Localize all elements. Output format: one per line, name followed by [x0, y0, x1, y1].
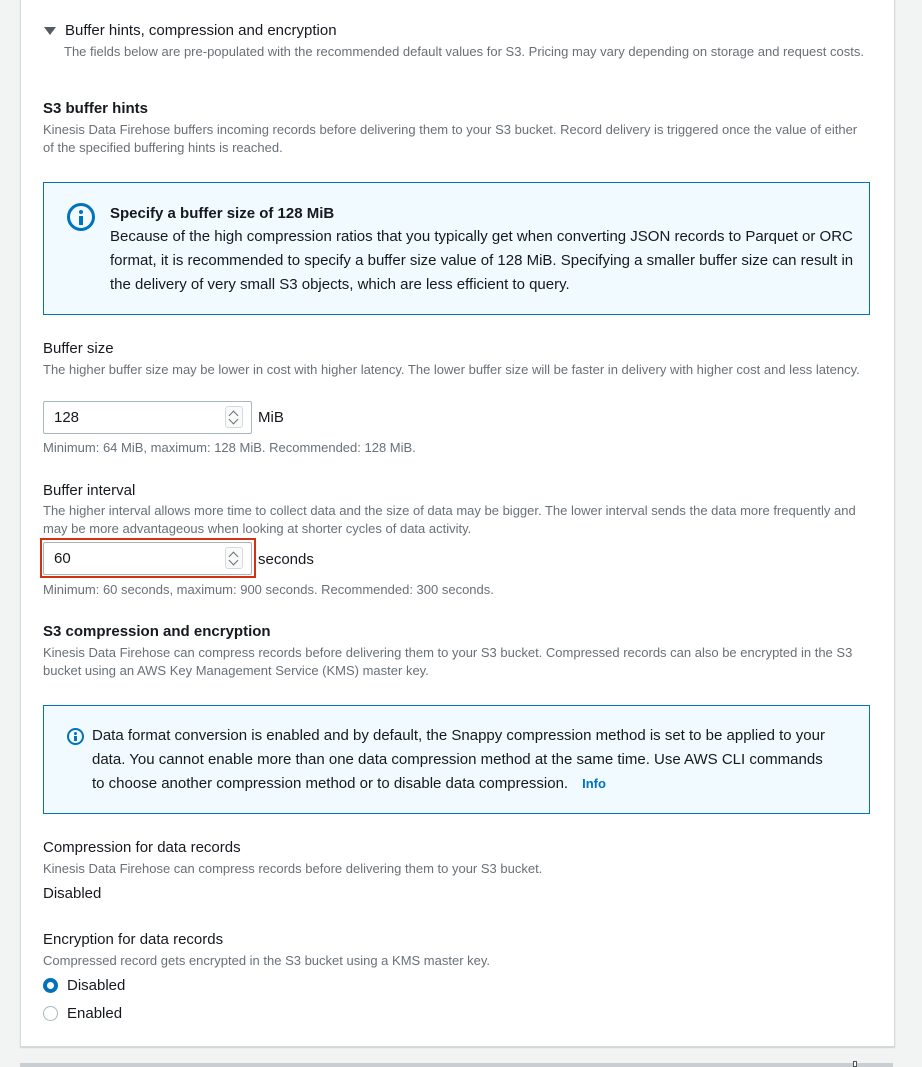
format-alert-body: Data format conversion is enabled and by default, the Snappy compression method is set to be applied to your data. You cannot enable more than one data compression method at the same time. Use AWS CLI commands to choose another compression method or to disable data compression.	[92, 727, 825, 792]
encryption-radio-disabled[interactable]	[43, 978, 58, 993]
caret-down-icon	[44, 27, 56, 35]
scrollbar-marker	[853, 1061, 857, 1067]
buffer-size-unit: MiB	[258, 409, 284, 426]
buffer-size-constraint: Minimum: 64 MiB, maximum: 128 MiB. Recommended: 128 MiB.	[43, 440, 416, 455]
format-alert-text	[92, 724, 837, 796]
compression-description: Kinesis Data Firehose can compress records before delivering them to your S3 bucket.	[43, 861, 543, 876]
encryption-option-enabled-label[interactable]: Enabled	[67, 1005, 123, 1022]
section-toggle-label: Buffer hints, compression and encryption	[65, 22, 337, 39]
buffer-interval-unit: seconds	[258, 551, 314, 568]
encryption-label: Encryption for data records	[43, 931, 224, 948]
info-icon	[67, 203, 95, 231]
compression-label: Compression for data records	[43, 839, 241, 856]
format-conversion-alert	[43, 705, 870, 814]
buffer-interval-constraint: Minimum: 60 seconds, maximum: 900 seconds. Recommended: 300 seconds.	[43, 582, 494, 597]
compression-encryption-heading: S3 compression and encryption	[43, 623, 271, 640]
buffer-size-alert	[43, 182, 870, 315]
horizontal-scrollbar[interactable]	[20, 1063, 893, 1067]
buffer-interval-description: The higher interval allows more time to collect data and the size of data may be bigger. The lower interval sends the data more frequently and may be more advantageous when looking at shorter cycles of data activity.	[43, 503, 856, 536]
buffer-interval-label: Buffer interval	[43, 482, 136, 499]
buffer-size-input[interactable]	[43, 401, 252, 434]
encryption-radio-enabled[interactable]	[43, 1006, 58, 1021]
buffer-size-description: The higher buffer size may be lower in cost with higher latency. The lower buffer size will be faster in delivery with higher cost and less latency.	[43, 362, 860, 377]
alert-text: Because of the high compression ratios that you typically get when converting JSON records to Parquet or ORC format, it is recommended to specify a buffer size value of 128 MiB. Specifying a smaller buffer size can result in the delivery of very small S3 objects, which are less efficient to query.	[110, 228, 854, 293]
buffer-interval-highlight	[40, 538, 256, 578]
compression-encryption-description: Kinesis Data Firehose can compress records before delivering them to your S3 bucket. Compressed records can also be encrypted in the S3 bucket using an AWS Key Management Service (KMS) master key.	[43, 645, 853, 678]
encryption-option-disabled-label[interactable]: Disabled	[67, 977, 126, 994]
buffer-size-label: Buffer size	[43, 340, 114, 357]
encryption-description: Compressed record gets encrypted in the S3 bucket using a KMS master key.	[43, 953, 491, 968]
buffer-hints-heading: S3 buffer hints	[43, 100, 149, 117]
compression-value: Disabled	[43, 885, 102, 902]
info-icon	[67, 728, 84, 745]
section-toggle-buffer-hints[interactable]	[44, 22, 337, 39]
info-link[interactable]: Info	[582, 776, 606, 791]
buffer-size-stepper[interactable]	[225, 406, 243, 428]
section-description: The fields below are pre-populated with the recommended default values for S3. Pricing may vary depending on storage and request costs.	[64, 44, 864, 59]
alert-title: Specify a buffer size of 128 MiB	[110, 205, 335, 222]
buffer-hints-description: Kinesis Data Firehose buffers incoming records before delivering them to your S3 bucket. Record delivery is triggered once the value of either of the specified buffering hints is reached.	[43, 122, 858, 155]
